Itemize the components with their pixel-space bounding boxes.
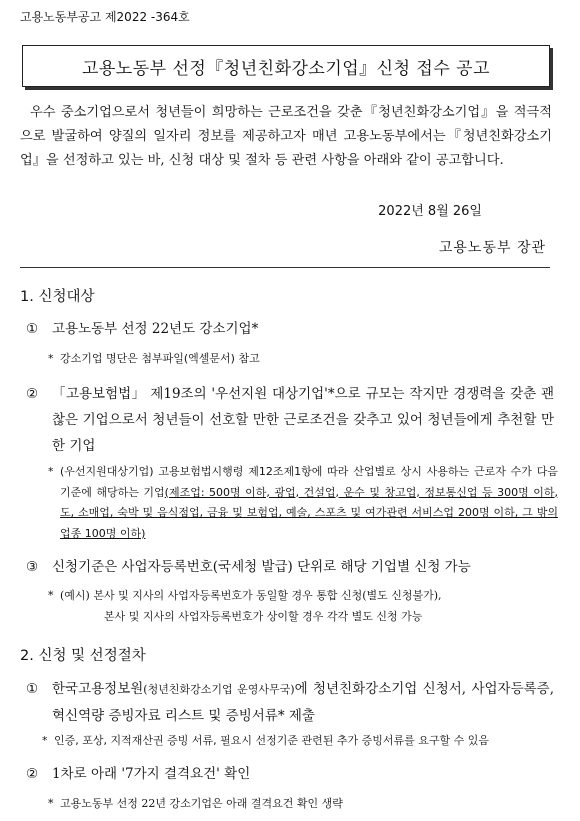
note-line2: 본사 및 지사의 사업자등록번호가 상이할 경우 각각 별도 신청 가능 — [104, 609, 423, 623]
section1-item2-note — [48, 462, 558, 544]
section2-item1-note — [42, 731, 558, 752]
item-text: 「고용보험법」 제19조의 '우선지원 대상기업'*으로 규모는 작지만 경쟁력을 갖춘 괜찮은 기업으로서 청년들이 선호할 만한 근로조건을 갖추고 있어 청년들에게 추천할 만한 기업 — [52, 386, 554, 454]
section1-item3-note — [48, 586, 558, 627]
item-text: 1차로 아래 '7가지 결격요건' 확인 — [52, 766, 251, 782]
note-underlined: (제조업: 500명 이하, 광업, 건설업, 운수 및 창고업, 정보통신업 등 300명 이하, 도, 소매업, 숙박 및 음식점업, 금융 및 보험업, 예술, 스포츠 및 여가관련 서비스업 200명 이하, 그 밖의 업종 100명 이하) — [60, 485, 558, 540]
note-marker: * — [48, 797, 54, 810]
section2-item2-note — [48, 794, 558, 815]
note-plain: (우선지원대상기업) 고용보험법시행령 제12조제1항에 따라 산업별로 상시 사용하는 근로자 수가 다음 기준에 해당하는 기업 — [60, 465, 558, 499]
item-text: 신청기준은 사업자등록번호(국세청 발급) 단위로 해당 기업별 신청 가능 — [52, 559, 471, 575]
note-text — [48, 462, 558, 544]
section2-heading: 2. 신청 및 선정절차 — [20, 648, 146, 664]
note-text: 인증, 포상, 지적재산권 증빙 서류, 필요시 선정기준 관련된 추가 증빙서류를 요구할 수 있음 — [54, 734, 489, 747]
item-text-small: (청년친화강소기업 운영사무국) — [143, 683, 295, 696]
item-marker: ③ — [26, 559, 39, 575]
note-text: 강소기업 명단은 첨부파일(엑셀문서) 참고 — [60, 352, 260, 365]
note-marker: * — [42, 734, 48, 747]
item-marker: ① — [26, 681, 39, 697]
section2-item2 — [26, 761, 554, 787]
section1-item2 — [26, 381, 554, 459]
item-marker: ① — [26, 321, 39, 337]
item-text: 고용노동부 선정 22년도 강소기업* — [52, 321, 259, 337]
notice-number: 고용노동부공고 제2022 -364호 — [20, 10, 190, 24]
section1-heading: 1. 신청대상 — [20, 289, 95, 305]
divider — [20, 267, 550, 268]
section1-item1-note — [48, 349, 558, 370]
section2-item1 — [26, 676, 554, 729]
section1-item3 — [26, 554, 554, 580]
item-marker: ② — [26, 386, 39, 402]
intro-paragraph: 우수 중소기업으로서 청년들이 희망하는 근로조건을 갖춘『청년친화강소기업』을 적극적으로 발굴하여 양질의 일자리 정보를 제공하고자 매년 고용노동부에서는『청년친화강소기업』을 선정하고 있는 바, 신청 대상 및 절차 등 관련 사항을 아래와 같이 공고합니다. — [20, 105, 552, 168]
item-marker: ② — [26, 766, 39, 782]
item-text-pre: 한국고용정보원 — [52, 681, 144, 697]
note-line1: (예시) 본사 및 지사의 사업자등록번호가 동일할 경우 통합 신청(별도 신청불가), — [60, 589, 442, 602]
notice-title: 고용노동부 선정『청년친화강소기업』신청 접수 공고 — [22, 45, 550, 87]
notice-date: 2022년 8월 26일 — [378, 204, 482, 219]
signatory: 고용노동부 장관 — [438, 240, 546, 256]
note-text: 고용노동부 선정 22년 강소기업은 아래 결격요건 확인 생략 — [60, 797, 343, 810]
note-marker: * — [48, 589, 54, 602]
item-text — [26, 676, 554, 729]
note-marker: * — [48, 352, 54, 365]
item-text-post: 에 청년친화강소기업 신청서, 사업자등록증, 혁신역량 증빙자료 리스트 및 증빙서류* 제출 — [52, 681, 554, 724]
section1-item1 — [26, 316, 554, 342]
note-marker: * — [48, 465, 54, 478]
